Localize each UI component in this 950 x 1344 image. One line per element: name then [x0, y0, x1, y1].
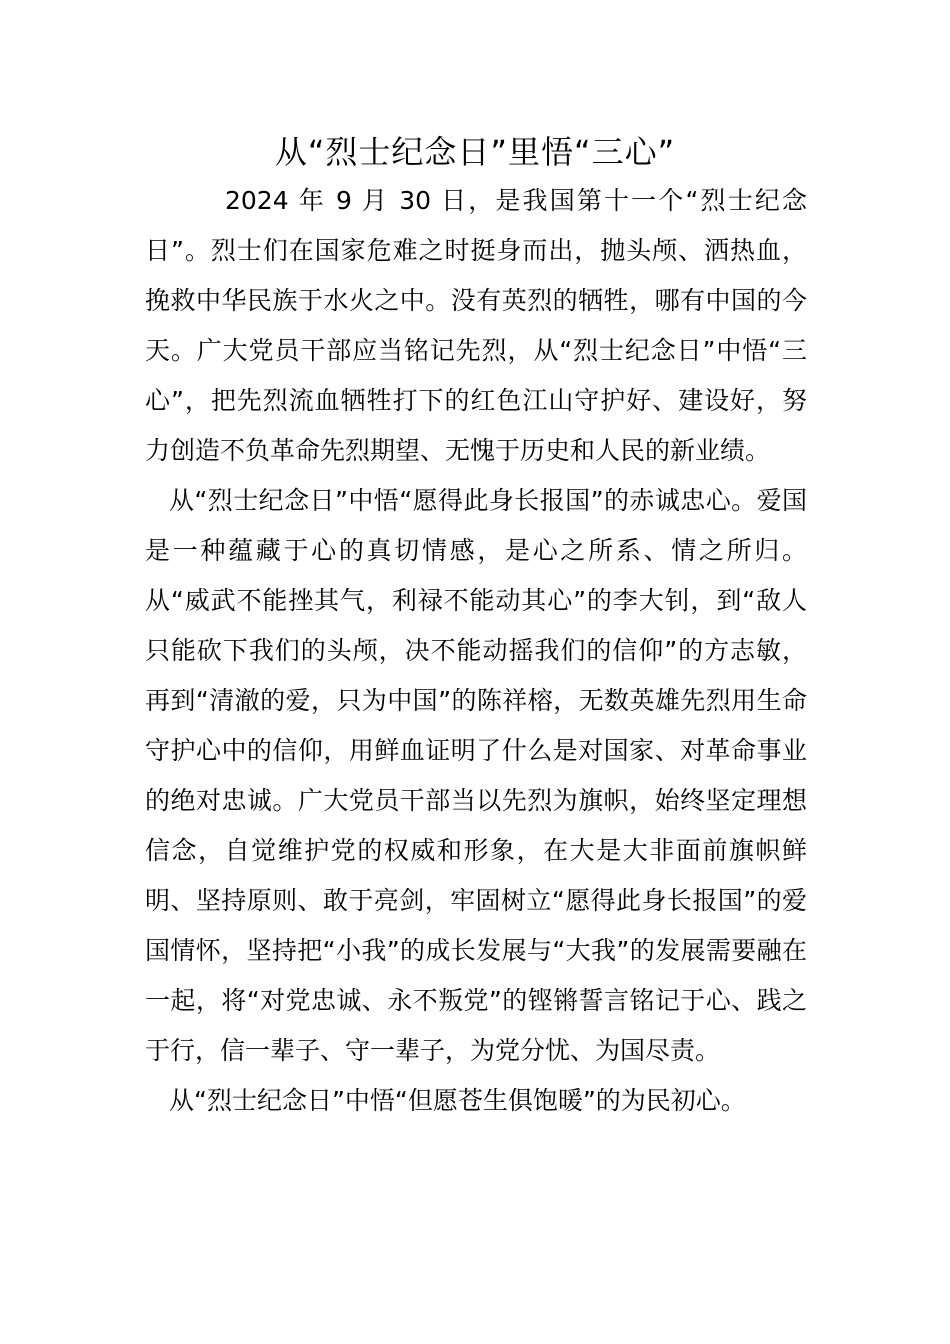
document-title: 从“烈士纪念日”里悟“三心”	[274, 133, 676, 171]
paragraph-intro: 2024 年 9 月 30 日，是我国第十一个“烈士纪念日”。烈士们在国家危难之时挺身而出，抛头颅、洒热血，挽救中华民族于水火之中。没有英烈的牺牲，哪有中国的今天。广大党员干部应当铭记先烈，从“烈士纪念日”中悟“三心”，把先烈流血牺牲打下的红色江山守护好、建设好，努力创造不负革命先烈期望、无愧于历史和人民的新业绩。	[145, 186, 807, 465]
paragraph-people: 从“烈士纪念日”中悟“但愿苍生俱饱暖”的为民初心。	[169, 1086, 746, 1115]
paragraph-loyalty: 从“烈士纪念日”中悟“愿得此身长报国”的赤诚忠心。爱国是一种蕴藏于心的真切情感，是心之所系、情之所归。从“威武不能挫其气，利禄不能动其心”的李大钊，到“敌人只能砍下我们的头颅，决不能动摇我们的信仰”的方志敏，再到“清澈的爱，只为中国”的陈祥榕，无数英雄先烈用生命守护心中的信仰，用鲜血证明了什么是对国家、对革命事业的绝对忠诚。广大党员干部当以先烈为旗帜，始终坚定理想信念，自觉维护党的权威和形象，在大是大非面前旗帜鲜明、坚持原则、敢于亮剑，牢固树立“愿得此身长报国”的爱国情怀，坚持把“小我”的成长发展与“大我”的发展需要融在一起，将“对党忠诚、永不叛党”的铿锵誓言铭记于心、践之于行，信一辈子、守一辈子，为党分忧、为国尽责。	[145, 486, 807, 1065]
document-body	[145, 176, 807, 1126]
